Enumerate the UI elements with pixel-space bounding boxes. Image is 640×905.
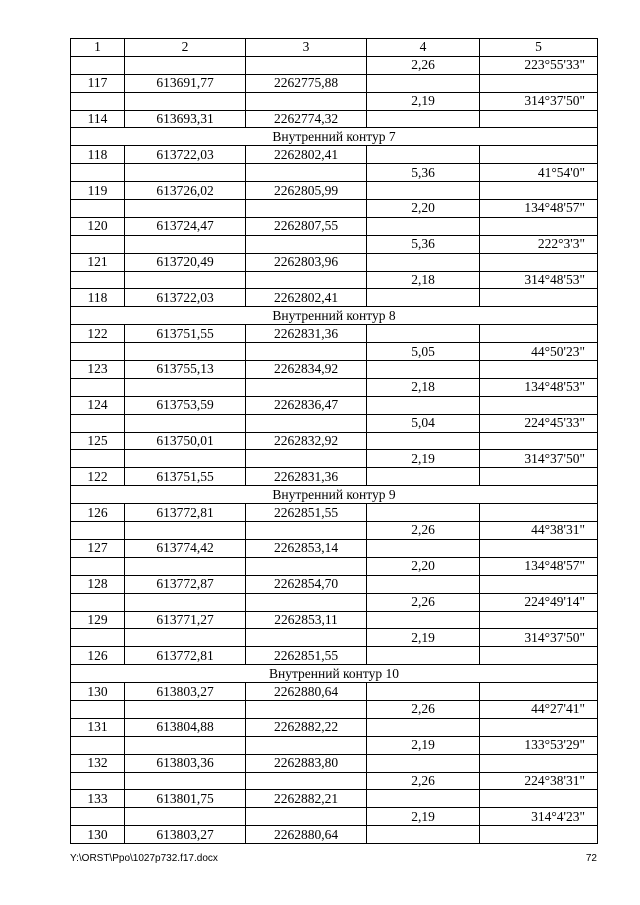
- measure-row: [71, 557, 598, 575]
- coord-y: 2262883,80: [246, 754, 367, 772]
- point-empty: [71, 378, 125, 396]
- distance-empty: [367, 396, 480, 414]
- measure-row: [71, 808, 598, 826]
- direction-angle: 224°45'33": [480, 414, 598, 432]
- measure-row: [71, 450, 598, 468]
- distance: 2,18: [367, 271, 480, 289]
- x-empty: [125, 271, 246, 289]
- coord-x: 613804,88: [125, 718, 246, 736]
- point-empty: [71, 271, 125, 289]
- point-row: [71, 74, 598, 92]
- point-number: 130: [71, 826, 125, 844]
- direction-angle: 44°38'31": [480, 522, 598, 540]
- header-col-5: 5: [480, 39, 598, 57]
- direction-angle: 314°37'50": [480, 629, 598, 647]
- distance-empty: [367, 253, 480, 271]
- angle-empty: [480, 504, 598, 522]
- distance-empty: [367, 361, 480, 379]
- y-empty: [246, 92, 367, 110]
- point-number: 122: [71, 325, 125, 343]
- x-empty: [125, 92, 246, 110]
- point-number: 122: [71, 468, 125, 486]
- x-empty: [125, 522, 246, 540]
- point-number: 127: [71, 539, 125, 557]
- angle-empty: [480, 683, 598, 701]
- distance-empty: [367, 718, 480, 736]
- angle-empty: [480, 432, 598, 450]
- section-row: [71, 665, 598, 683]
- x-empty: [125, 593, 246, 611]
- coord-x: 613693,31: [125, 110, 246, 128]
- distance-empty: [367, 683, 480, 701]
- x-empty: [125, 164, 246, 182]
- point-empty: [71, 593, 125, 611]
- angle-empty: [480, 74, 598, 92]
- point-row: [71, 217, 598, 235]
- coord-y: 2262882,22: [246, 718, 367, 736]
- point-empty: [71, 235, 125, 253]
- section-row: [71, 486, 598, 504]
- angle-empty: [480, 325, 598, 343]
- angle-empty: [480, 289, 598, 307]
- coord-y: 2262831,36: [246, 468, 367, 486]
- x-empty: [125, 235, 246, 253]
- coord-x: 613774,42: [125, 539, 246, 557]
- coord-x: 613726,02: [125, 182, 246, 200]
- measure-row: [71, 200, 598, 218]
- point-row: [71, 790, 598, 808]
- angle-empty: [480, 718, 598, 736]
- point-row: [71, 432, 598, 450]
- header-col-2: 2: [125, 39, 246, 57]
- measure-row: [71, 629, 598, 647]
- point-number: 128: [71, 575, 125, 593]
- measure-row: [71, 164, 598, 182]
- coord-y: 2262834,92: [246, 361, 367, 379]
- point-row: [71, 110, 598, 128]
- x-empty: [125, 700, 246, 718]
- distance: 2,26: [367, 772, 480, 790]
- point-number: 124: [71, 396, 125, 414]
- y-empty: [246, 235, 367, 253]
- x-empty: [125, 557, 246, 575]
- point-row: [71, 826, 598, 844]
- y-empty: [246, 414, 367, 432]
- coord-x: 613803,27: [125, 826, 246, 844]
- point-number: 119: [71, 182, 125, 200]
- point-empty: [71, 629, 125, 647]
- header-col-4: 4: [367, 39, 480, 57]
- direction-angle: 224°49'14": [480, 593, 598, 611]
- point-empty: [71, 164, 125, 182]
- y-empty: [246, 378, 367, 396]
- coord-x: 613691,77: [125, 74, 246, 92]
- coord-y: 2262854,70: [246, 575, 367, 593]
- angle-empty: [480, 468, 598, 486]
- coord-y: 2262880,64: [246, 683, 367, 701]
- x-empty: [125, 343, 246, 361]
- direction-angle: 314°4'23": [480, 808, 598, 826]
- distance: 2,19: [367, 808, 480, 826]
- coord-y: 2262853,11: [246, 611, 367, 629]
- direction-angle: 314°37'50": [480, 450, 598, 468]
- coord-y: 2262851,55: [246, 504, 367, 522]
- direction-angle: 222°3'3": [480, 235, 598, 253]
- angle-empty: [480, 361, 598, 379]
- distance-empty: [367, 325, 480, 343]
- angle-empty: [480, 146, 598, 164]
- file-path: Y:\ORST\Ppo\1027p732.f17.docx: [70, 853, 218, 864]
- distance: 2,26: [367, 593, 480, 611]
- point-number: 126: [71, 647, 125, 665]
- coord-x: 613720,49: [125, 253, 246, 271]
- distance: 5,05: [367, 343, 480, 361]
- coord-x: 613753,59: [125, 396, 246, 414]
- coord-x: 613772,81: [125, 504, 246, 522]
- point-row: [71, 182, 598, 200]
- measure-row: [71, 414, 598, 432]
- angle-empty: [480, 826, 598, 844]
- point-empty: [71, 343, 125, 361]
- coord-x: 613803,36: [125, 754, 246, 772]
- coord-y: 2262807,55: [246, 217, 367, 235]
- point-number: 129: [71, 611, 125, 629]
- distance-empty: [367, 826, 480, 844]
- direction-angle: 134°48'57": [480, 557, 598, 575]
- coord-y: 2262882,21: [246, 790, 367, 808]
- direction-angle: 314°48'53": [480, 271, 598, 289]
- point-row: [71, 647, 598, 665]
- y-empty: [246, 736, 367, 754]
- coord-x: 613772,87: [125, 575, 246, 593]
- point-row: [71, 289, 598, 307]
- distance: 5,04: [367, 414, 480, 432]
- angle-empty: [480, 396, 598, 414]
- point-empty: [71, 808, 125, 826]
- point-number: 125: [71, 432, 125, 450]
- header-col-3: 3: [246, 39, 367, 57]
- coord-x: 613771,27: [125, 611, 246, 629]
- distance: 2,26: [367, 522, 480, 540]
- table-header-row: [71, 39, 598, 57]
- coord-x: 613772,81: [125, 647, 246, 665]
- point-empty: [71, 414, 125, 432]
- coord-y: 2262836,47: [246, 396, 367, 414]
- point-empty: [71, 557, 125, 575]
- x-empty: [125, 808, 246, 826]
- x-empty: [125, 56, 246, 74]
- x-empty: [125, 414, 246, 432]
- distance: 2,19: [367, 450, 480, 468]
- x-empty: [125, 772, 246, 790]
- y-empty: [246, 200, 367, 218]
- point-empty: [71, 56, 125, 74]
- point-number: 118: [71, 289, 125, 307]
- coord-x: 613724,47: [125, 217, 246, 235]
- point-number: 132: [71, 754, 125, 772]
- point-number: 133: [71, 790, 125, 808]
- distance: 2,26: [367, 700, 480, 718]
- measure-row: [71, 235, 598, 253]
- y-empty: [246, 700, 367, 718]
- distance: 2,20: [367, 557, 480, 575]
- point-row: [71, 396, 598, 414]
- direction-angle: 133°53'29": [480, 736, 598, 754]
- x-empty: [125, 629, 246, 647]
- coord-x: 613750,01: [125, 432, 246, 450]
- point-number: 126: [71, 504, 125, 522]
- point-empty: [71, 736, 125, 754]
- measure-row: [71, 772, 598, 790]
- y-empty: [246, 164, 367, 182]
- point-row: [71, 611, 598, 629]
- point-number: 114: [71, 110, 125, 128]
- point-number: 123: [71, 361, 125, 379]
- measure-row: [71, 700, 598, 718]
- point-row: [71, 575, 598, 593]
- distance: 2,19: [367, 736, 480, 754]
- coord-y: 2262802,41: [246, 146, 367, 164]
- measure-row: [71, 736, 598, 754]
- point-empty: [71, 200, 125, 218]
- coord-y: 2262803,96: [246, 253, 367, 271]
- x-empty: [125, 450, 246, 468]
- x-empty: [125, 736, 246, 754]
- distance-empty: [367, 432, 480, 450]
- distance-empty: [367, 182, 480, 200]
- point-number: 120: [71, 217, 125, 235]
- point-empty: [71, 700, 125, 718]
- point-empty: [71, 772, 125, 790]
- coord-y: 2262853,14: [246, 539, 367, 557]
- distance: 2,18: [367, 378, 480, 396]
- distance: 5,36: [367, 235, 480, 253]
- measure-row: [71, 56, 598, 74]
- distance-empty: [367, 110, 480, 128]
- coord-x: 613803,27: [125, 683, 246, 701]
- distance: 2,19: [367, 92, 480, 110]
- coord-x: 613751,55: [125, 468, 246, 486]
- point-empty: [71, 92, 125, 110]
- point-row: [71, 361, 598, 379]
- direction-angle: 44°50'23": [480, 343, 598, 361]
- distance-empty: [367, 575, 480, 593]
- distance-empty: [367, 539, 480, 557]
- section-title: Внутренний контур 8: [71, 307, 598, 325]
- table-body: [71, 56, 598, 843]
- point-row: [71, 253, 598, 271]
- coord-y: 2262880,64: [246, 826, 367, 844]
- point-row: [71, 468, 598, 486]
- point-number: 121: [71, 253, 125, 271]
- angle-empty: [480, 539, 598, 557]
- distance-empty: [367, 754, 480, 772]
- direction-angle: 44°27'41": [480, 700, 598, 718]
- measure-row: [71, 522, 598, 540]
- angle-empty: [480, 790, 598, 808]
- page-number: 72: [585, 853, 597, 864]
- distance-empty: [367, 468, 480, 486]
- point-row: [71, 146, 598, 164]
- measure-row: [71, 343, 598, 361]
- distance-empty: [367, 217, 480, 235]
- x-empty: [125, 200, 246, 218]
- coord-x: 613755,13: [125, 361, 246, 379]
- distance: 5,36: [367, 164, 480, 182]
- point-empty: [71, 450, 125, 468]
- angle-empty: [480, 253, 598, 271]
- section-title: Внутренний контур 7: [71, 128, 598, 146]
- distance: 2,20: [367, 200, 480, 218]
- distance: 2,26: [367, 56, 480, 74]
- point-row: [71, 539, 598, 557]
- angle-empty: [480, 182, 598, 200]
- x-empty: [125, 378, 246, 396]
- y-empty: [246, 343, 367, 361]
- angle-empty: [480, 110, 598, 128]
- coord-x: 613801,75: [125, 790, 246, 808]
- coord-x: 613751,55: [125, 325, 246, 343]
- coord-y: 2262805,99: [246, 182, 367, 200]
- measure-row: [71, 378, 598, 396]
- measure-row: [71, 593, 598, 611]
- y-empty: [246, 808, 367, 826]
- coord-x: 613722,03: [125, 146, 246, 164]
- direction-angle: 134°48'57": [480, 200, 598, 218]
- point-empty: [71, 522, 125, 540]
- y-empty: [246, 522, 367, 540]
- direction-angle: 314°37'50": [480, 92, 598, 110]
- y-empty: [246, 629, 367, 647]
- point-number: 118: [71, 146, 125, 164]
- section-row: [71, 307, 598, 325]
- y-empty: [246, 593, 367, 611]
- point-number: 130: [71, 683, 125, 701]
- y-empty: [246, 772, 367, 790]
- direction-angle: 223°55'33": [480, 56, 598, 74]
- coord-y: 2262802,41: [246, 289, 367, 307]
- angle-empty: [480, 575, 598, 593]
- point-row: [71, 325, 598, 343]
- point-row: [71, 718, 598, 736]
- coord-y: 2262851,55: [246, 647, 367, 665]
- document-page: [70, 38, 597, 844]
- distance: 2,19: [367, 629, 480, 647]
- point-row: [71, 754, 598, 772]
- point-number: 117: [71, 74, 125, 92]
- point-row: [71, 504, 598, 522]
- distance-empty: [367, 289, 480, 307]
- header-col-1: 1: [71, 39, 125, 57]
- y-empty: [246, 557, 367, 575]
- coord-y: 2262831,36: [246, 325, 367, 343]
- direction-angle: 134°48'53": [480, 378, 598, 396]
- angle-empty: [480, 754, 598, 772]
- coord-y: 2262774,32: [246, 110, 367, 128]
- coord-x: 613722,03: [125, 289, 246, 307]
- direction-angle: 224°38'31": [480, 772, 598, 790]
- angle-empty: [480, 647, 598, 665]
- coord-y: 2262832,92: [246, 432, 367, 450]
- distance-empty: [367, 504, 480, 522]
- section-title: Внутренний контур 9: [71, 486, 598, 504]
- y-empty: [246, 271, 367, 289]
- point-number: 131: [71, 718, 125, 736]
- angle-empty: [480, 217, 598, 235]
- angle-empty: [480, 611, 598, 629]
- section-row: [71, 128, 598, 146]
- measure-row: [71, 92, 598, 110]
- distance-empty: [367, 74, 480, 92]
- coord-y: 2262775,88: [246, 74, 367, 92]
- distance-empty: [367, 146, 480, 164]
- direction-angle: 41°54'0": [480, 164, 598, 182]
- distance-empty: [367, 790, 480, 808]
- point-row: [71, 683, 598, 701]
- distance-empty: [367, 611, 480, 629]
- y-empty: [246, 450, 367, 468]
- measure-row: [71, 271, 598, 289]
- section-title: Внутренний контур 10: [71, 665, 598, 683]
- y-empty: [246, 56, 367, 74]
- coordinates-table: [70, 38, 598, 844]
- distance-empty: [367, 647, 480, 665]
